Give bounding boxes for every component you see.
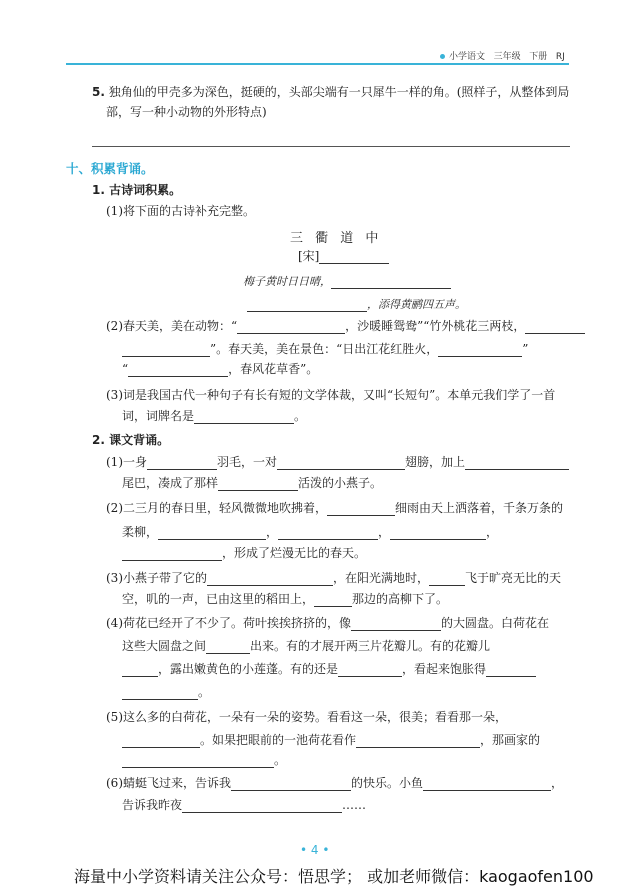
poem-blank-1[interactable] bbox=[331, 275, 451, 289]
item3-text-b: 词，词牌名是 bbox=[122, 409, 195, 423]
recite4-text-f: ，看起来饱胀得 bbox=[402, 662, 487, 676]
question-5-text: 独角仙的甲壳多为深色，挺硬的，头部尖端有一只犀牛一样的角。(照样子，从整体到局 bbox=[108, 85, 570, 99]
recite1-blank-3[interactable] bbox=[465, 456, 569, 470]
poem-line-1 bbox=[243, 273, 451, 289]
recite-item6-line1 bbox=[106, 775, 563, 791]
subsection-recite-title: 2. 课文背诵。 bbox=[92, 433, 170, 447]
recite3-text-e: 那边的高柳下了。 bbox=[352, 592, 449, 606]
recite6-text-d: 告诉我昨夜 bbox=[122, 798, 183, 812]
recite4-blank-3[interactable] bbox=[122, 663, 158, 677]
bullet-icon bbox=[440, 54, 445, 59]
recite5-blank-2[interactable] bbox=[356, 734, 480, 748]
recite6-blank-2[interactable] bbox=[423, 777, 551, 791]
item2-text-c: ”。春天美，美在景色：“日出江花红胜火， bbox=[210, 342, 439, 356]
item3-text-c: 。 bbox=[294, 409, 307, 423]
poem-author-line bbox=[298, 248, 389, 264]
poem-line-1-text: 梅子黄时日日晴， bbox=[243, 275, 331, 288]
recite2-text-e: ，形成了烂漫无比的春天。 bbox=[222, 546, 367, 560]
item2-text-b: ，沙暖睡鸳鸯”“竹外桃花三两枝， bbox=[345, 319, 526, 333]
item3-blank[interactable] bbox=[194, 410, 294, 424]
poem-blank-2[interactable] bbox=[247, 298, 367, 312]
poetry-item3-line1: (3)词是我国古代一种句子有长有短的文学体裁，又叫“长短句”。本单元我们学了一首 bbox=[106, 388, 556, 402]
recite-item4-line3 bbox=[122, 661, 536, 677]
poetry-item2-line2 bbox=[122, 341, 528, 357]
recite-item4-line4 bbox=[122, 684, 210, 700]
recite2-blank-3[interactable] bbox=[278, 526, 378, 540]
recite3-text-a: (3)小燕子带了它的 bbox=[106, 571, 207, 585]
recite-item4-line1 bbox=[106, 615, 549, 631]
recite3-text-d: 空，叽的一声，已由这里的稻田上， bbox=[122, 592, 315, 606]
header-subject: 小学语文 bbox=[449, 52, 486, 62]
recite4-blank-6[interactable] bbox=[122, 686, 198, 700]
recite1-blank-1[interactable] bbox=[147, 456, 217, 470]
item2-blank-2[interactable] bbox=[525, 320, 585, 334]
recite5-blank-1[interactable] bbox=[122, 734, 200, 748]
recite2-blank-2[interactable] bbox=[158, 526, 266, 540]
recite1-blank-2[interactable] bbox=[277, 456, 405, 470]
question-5-line1 bbox=[92, 84, 569, 100]
recite-item5-line3 bbox=[122, 752, 286, 768]
recite-item5-line1: (5)这么多的白荷花，一朵有一朵的姿势。看看这一朵，很美；看看那一朵， bbox=[106, 710, 508, 724]
poem-dynasty: [宋] bbox=[298, 249, 320, 263]
recite6-text-e: …… bbox=[342, 798, 367, 812]
recite1-text-c: 翅膀，加上 bbox=[405, 455, 466, 469]
header-edition: RJ bbox=[555, 52, 565, 62]
recite4-text-g: 。 bbox=[198, 685, 211, 699]
recite4-text-a: (4)荷花已经开了不少了。荷叶挨挨挤挤的，像 bbox=[106, 616, 351, 630]
recite2-text-a: (2)二三月的春日里，轻风微微地吹拂着， bbox=[106, 501, 327, 515]
recite-item1-line1 bbox=[106, 454, 569, 470]
recite4-text-c: 这些大圆盘之间 bbox=[122, 639, 207, 653]
author-blank[interactable] bbox=[319, 250, 389, 264]
page-header bbox=[440, 49, 565, 62]
recite1-text-a: (1)一身 bbox=[106, 455, 147, 469]
recite-item6-line2 bbox=[122, 797, 366, 813]
item2-blank-4[interactable] bbox=[438, 343, 522, 357]
recite4-blank-2[interactable] bbox=[206, 640, 250, 654]
recite2-text-d2: ， bbox=[378, 525, 391, 539]
recite6-text-b: 的快乐。小鱼 bbox=[351, 776, 424, 790]
recite5-text-c: ，那画家的 bbox=[480, 733, 541, 747]
poetry-item1-intro: (1)将下面的古诗补充完整。 bbox=[106, 204, 255, 218]
recite-item3-line2 bbox=[122, 591, 448, 607]
poem-title: 三 衢 道 中 bbox=[290, 231, 383, 246]
recite-item4-line2 bbox=[122, 638, 490, 654]
header-term: 下册 bbox=[529, 52, 548, 62]
section-title: 十、积累背诵。 bbox=[66, 161, 154, 176]
recite5-text-b: 。如果把眼前的一池荷花看作 bbox=[200, 733, 357, 747]
recite1-text-e: 活泼的小燕子。 bbox=[298, 476, 383, 490]
item2-blank-5[interactable] bbox=[128, 363, 228, 377]
recite4-text-e: ，露出嫩黄色的小莲蓬。有的还是 bbox=[158, 662, 339, 676]
recite4-text-d: 出来。有的才展开两三片花瓣儿。有的花瓣儿 bbox=[250, 639, 491, 653]
item2-text-a: (2)春天美，美在动物：“ bbox=[106, 319, 238, 333]
recite5-text-d: 。 bbox=[274, 753, 287, 767]
header-grade: 三年级 bbox=[493, 52, 521, 62]
answer-line[interactable] bbox=[92, 146, 570, 147]
recite-item2-line2 bbox=[122, 524, 498, 540]
recite4-blank-1[interactable] bbox=[351, 617, 441, 631]
item2-text-f: ，春风花草香”。 bbox=[228, 362, 319, 376]
recite3-blank-1[interactable] bbox=[207, 572, 333, 586]
recite1-text-d: 尾巴，凑成了那样 bbox=[122, 476, 219, 490]
item2-text-e: “ bbox=[122, 362, 129, 376]
recite3-text-b: ，在阳光满地时， bbox=[333, 571, 430, 585]
recite5-blank-3[interactable] bbox=[122, 754, 274, 768]
recite6-text-a: (6)蜻蜓飞过来，告诉我 bbox=[106, 776, 231, 790]
recite2-text-d: ， bbox=[266, 525, 279, 539]
recite6-blank-1[interactable] bbox=[231, 777, 351, 791]
recite3-blank-2[interactable] bbox=[429, 572, 465, 586]
recite1-blank-4[interactable] bbox=[218, 477, 298, 491]
poem-line-2-text: ，添得黄鹂四五声。 bbox=[367, 298, 466, 311]
recite2-text-d3: ， bbox=[486, 525, 499, 539]
subsection-poetry-title: 1. 古诗词积累。 bbox=[92, 183, 182, 197]
question-5-number: 5. bbox=[92, 85, 105, 99]
poetry-item3-line2 bbox=[122, 408, 306, 424]
recite3-text-c: 飞于旷亮无比的天 bbox=[465, 571, 562, 585]
item2-text-d: ” bbox=[522, 342, 529, 356]
footer-note: 海量中小学资料请关注公众号：悟思学； 或加老师微信：kaogaofen100 bbox=[74, 867, 594, 886]
recite-item3-line1 bbox=[106, 570, 561, 586]
page-number: • 4 • bbox=[300, 843, 330, 857]
recite2-blank-1[interactable] bbox=[327, 502, 395, 516]
header-rule bbox=[66, 63, 569, 65]
recite1-text-b: 羽毛，一对 bbox=[217, 455, 278, 469]
recite4-blank-4[interactable] bbox=[338, 663, 402, 677]
question-5-line2: 部，写一种小动物的外形特点) bbox=[106, 105, 267, 119]
recite4-blank-5[interactable] bbox=[486, 663, 536, 677]
poetry-item2-line3 bbox=[122, 361, 318, 377]
recite-item2-line3 bbox=[122, 545, 366, 561]
poem-line-2 bbox=[247, 296, 466, 312]
recite2-text-c: 柔柳， bbox=[122, 525, 159, 539]
recite2-blank-4[interactable] bbox=[390, 526, 486, 540]
poetry-item2-line1 bbox=[106, 318, 585, 334]
item2-blank-1[interactable] bbox=[237, 320, 345, 334]
recite3-blank-3[interactable] bbox=[314, 593, 352, 607]
recite-item2-line1 bbox=[106, 500, 563, 516]
recite2-text-b: 细雨由天上洒落着，千条万条的 bbox=[395, 501, 564, 515]
recite6-blank-3[interactable] bbox=[182, 799, 342, 813]
recite4-text-b: 的大圆盘。白荷花在 bbox=[441, 616, 550, 630]
recite-item1-line2 bbox=[122, 475, 382, 491]
item2-blank-3[interactable] bbox=[122, 343, 210, 357]
recite2-blank-5[interactable] bbox=[122, 547, 222, 561]
recite6-text-c: ， bbox=[551, 776, 564, 790]
recite-item5-line2 bbox=[122, 732, 540, 748]
